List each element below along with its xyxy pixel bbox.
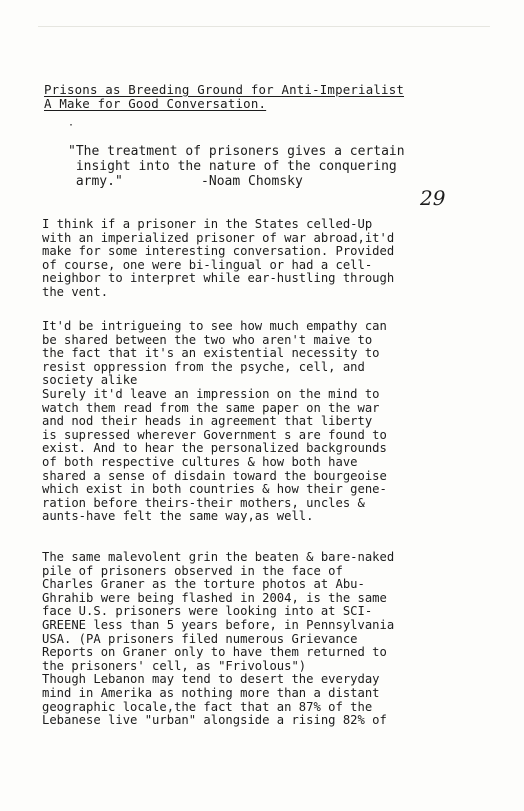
document-title [44, 83, 484, 111]
paragraph-2: It'd be intrigueing to see how much empathy can be shared between the two who aren't maive to the fact that it's an existential necessity to resist oppression from the psyche, cell, and society alike Surely it'd leave an impression on the mind to watch them read from the same paper on the war and nod their heads in agreement that liberty is supressed wherever Government s are found to exist. And to hear the personalized backgrounds of both respective cultures & how both have shared a sense of disdain toward the bourgeoise which exist in both countries & how their gene- ration before theirs-their mothers, uncles & aunts-have felt the same way,as well. [42, 319, 387, 524]
title-line-2: A Make for Good Conversation. [44, 96, 267, 111]
page-edge-line [38, 26, 490, 27]
handwritten-page-number: 29 [420, 186, 446, 210]
title-line-1: Prisons as Breeding Ground for Anti-Imperialist [44, 82, 405, 97]
paragraph-3: The same malevolent grin the beaten & bare-naked pile of prisoners observed in the face of Charles Graner as the torture photos at Abu- Ghrahib were being flashed in 2004, is the same face U.S. prisoners were looking into at SCI- GREENE less than 5 years before, in Pennsylvania USA. (PA prisoners filed numerous Grievance Reports on Graner only to have them returned to the prisoners' cell, as "Frivolous") Though Lebanon may tend to desert the everyday mind in Amerika as nothing more than a distant geographic locale,the fact that an 87% of the Lebanese live "urban" alongside a rising 82% of [42, 550, 395, 728]
epigraph-quote: "The treatment of prisoners gives a certain insight into the nature of the conquering army." -Noam Chomsky [68, 144, 405, 189]
paragraph-1: I think if a prisoner in the States celled-Up with an imperialized prisoner of war abroad,it'd make for some interesting conversation. Provided of course, one were bi-lingual or had a cell- neighbor to interpret while ear-hustling through the vent. [42, 217, 395, 299]
stray-mark: · [68, 120, 75, 131]
